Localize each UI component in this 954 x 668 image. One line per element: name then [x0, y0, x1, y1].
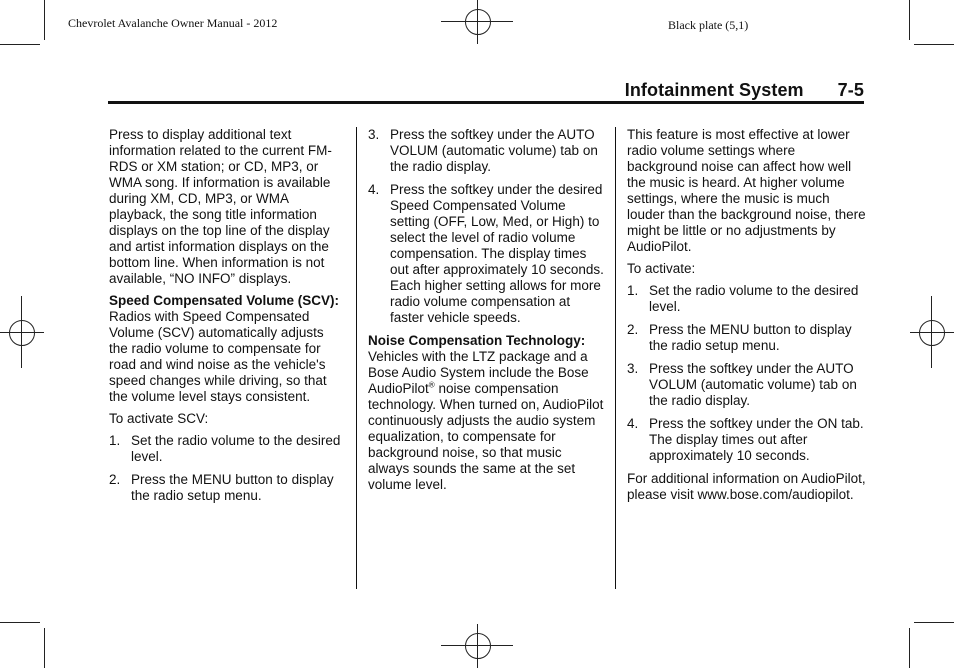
list-item: 4. Press the softkey under the ON tab. The display times out after approximately 10 seconds. [627, 416, 864, 463]
paragraph: Speed Compensated Volume (SCV): Radios with Speed Compensated Volume (SCV) automatically adjusts the radio volume to compensate for road and wind noise as the vehicle's speed changes while driving, so that the volume level stays consistent. [109, 293, 340, 404]
section-heading [625, 80, 864, 101]
crop-mark [0, 44, 40, 45]
paragraph: To activate SCV: [109, 411, 209, 426]
document-title: Chevrolet Avalanche Owner Manual - 2012 [68, 16, 278, 30]
list-item: 2. Press the MENU button to display the radio setup menu. [109, 472, 334, 503]
crop-mark [914, 622, 954, 623]
crop-mark [44, 628, 45, 668]
list-item: 1. Set the radio volume to the desired level. [109, 433, 341, 464]
section-title: Infotainment System [624, 80, 804, 100]
crop-mark [909, 0, 910, 40]
list-item: 3. Press the softkey under the AUTO VOLUM (automatic volume) tab on the radio display. [368, 127, 598, 174]
paragraph: For additional information on AudioPilot, please visit www.bose.com/audiopilot. [627, 471, 866, 502]
list-item: 2. Press the MENU button to display the radio setup menu. [627, 322, 852, 353]
column-3 [627, 127, 867, 509]
paragraph: Noise Compensation Technology: Vehicles with the LTZ package and a Bose Audio System include the Bose AudioPilot® noise compensation technology. When turned on, AudioPilot continuously adjusts the audio system equalization, to compensate for background noise, so that music always sounds the same at the set volume level. [368, 333, 604, 492]
paragraph: To activate: [627, 261, 696, 276]
crop-mark [44, 0, 45, 40]
header-rule [108, 101, 864, 104]
crop-mark [914, 44, 954, 45]
plate-label: Black plate (5,1) [668, 18, 749, 32]
crop-mark [0, 622, 40, 623]
term-heading: Noise Compensation Technology: [368, 333, 586, 348]
term-heading: Speed Compensated Volume (SCV): [109, 293, 340, 308]
crop-mark [909, 628, 910, 668]
paragraph: This feature is most effective at lower radio volume settings where background noise can affect how well the music is heard. At higher volume settings, where the music is much louder than the background noise, there might be little or no adjustments by AudioPilot. [627, 127, 866, 254]
page-number: 7-5 [837, 80, 864, 100]
list-item: 1. Set the radio volume to the desired level. [627, 283, 859, 314]
column-1 [109, 127, 345, 511]
column-divider [356, 127, 357, 589]
column-divider [615, 127, 616, 589]
paragraph: Press to display additional text information related to the current FM-RDS or XM station; or CD, MP3, or WMA song. If information is available during XM, CD, MP3, or WMA playback, the song title information displays on the top line of the display and artist information displays on the bottom line. When information is not available, “NO INFO” displays. [109, 127, 332, 286]
list-item: 3. Press the softkey under the AUTO VOLUM (automatic volume) tab on the radio display. [627, 361, 857, 408]
column-2 [368, 127, 604, 499]
list-item: 4. Press the softkey under the desired Speed Compensated Volume setting (OFF, Low, Med, or High) to select the level of radio volume compensation. The display times out after approximately 10 seconds. Each higher setting allows for more radio volume compensation at faster vehicle speeds. [368, 182, 604, 325]
